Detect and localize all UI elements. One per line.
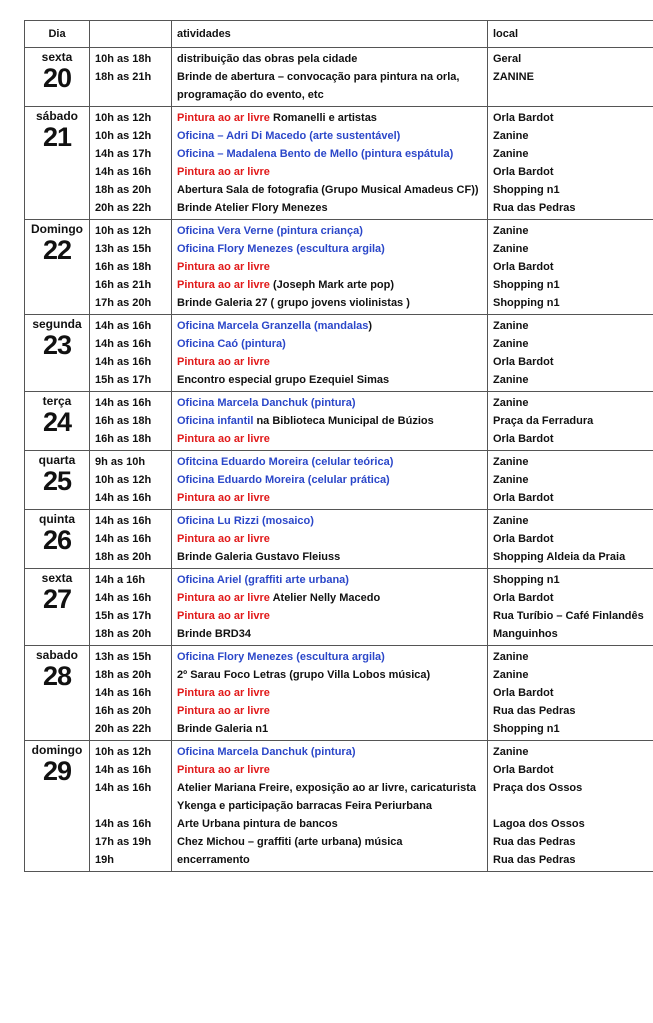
- activities-cell: [172, 741, 488, 872]
- time-slot: 19h: [95, 854, 114, 866]
- activities-cell: [172, 107, 488, 220]
- day-cell: [25, 392, 90, 451]
- activity-text: Oficina Marcela Granzella (mandalas: [177, 320, 369, 332]
- day-cell: [25, 510, 90, 569]
- activity-line: [177, 589, 482, 607]
- activity-text: Oficina – Adri Di Macedo (arte sustentável): [177, 130, 401, 142]
- day-cell: [25, 741, 90, 872]
- time-cell: [90, 646, 172, 741]
- activity-line: [177, 412, 482, 430]
- activity-line: [177, 815, 482, 833]
- activity-line: [177, 453, 482, 471]
- activity-line: [177, 571, 482, 589]
- activity-text: Oficina Vera Verne (pintura criança): [177, 225, 363, 237]
- schedule-table: [24, 20, 653, 872]
- activity-line: [177, 797, 482, 815]
- table-row: [25, 315, 653, 392]
- time-slot: 18h as 21h: [95, 71, 152, 83]
- day-name: sabado: [35, 648, 78, 662]
- time-slot: 16h as 20h: [95, 705, 152, 717]
- day-number: 28: [42, 661, 72, 691]
- activity-text: na Biblioteca Municipal de Búzios: [253, 415, 434, 427]
- place-cell: [488, 646, 653, 741]
- activity-line: [177, 702, 482, 720]
- activity-line: [177, 86, 482, 104]
- place-name: Shopping n1: [493, 279, 560, 291]
- place-cell: [488, 569, 653, 646]
- time-cell: [90, 107, 172, 220]
- header-activities: atividades: [172, 21, 488, 48]
- activity-text: ): [368, 320, 373, 332]
- time-slot: 14h a 16h: [95, 574, 146, 586]
- place-name: Zanine: [493, 338, 529, 350]
- activities-cell: [172, 392, 488, 451]
- activities-cell: [172, 510, 488, 569]
- day-number: 24: [42, 407, 72, 437]
- time-slot: 13h as 15h: [95, 243, 152, 255]
- place-name: Zanine: [493, 225, 529, 237]
- activity-text: Pintura ao ar livre: [177, 356, 270, 368]
- activity-line: [177, 471, 482, 489]
- time-slot: 10h as 12h: [95, 225, 152, 237]
- time-cell: [90, 569, 172, 646]
- activity-text: Pintura ao ar livre: [177, 533, 270, 545]
- day-number: 25: [42, 466, 72, 496]
- place-name: Zanine: [493, 651, 529, 663]
- table-row: [25, 392, 653, 451]
- time-slot: 10h as 12h: [95, 474, 152, 486]
- time-slot: 14h as 16h: [95, 818, 152, 830]
- activity-line: [177, 335, 482, 353]
- place-name: Rua Turíbio – Café Finlandês: [493, 610, 644, 622]
- activity-text: distribuição das obras pela cidade: [177, 53, 358, 65]
- activity-line: [177, 127, 482, 145]
- activity-line: [177, 512, 482, 530]
- time-slot: 14h as 16h: [95, 338, 152, 350]
- time-slot: [95, 797, 166, 815]
- activity-text: Atelier Mariana Freire, exposição ao ar livre, caricaturista: [177, 782, 476, 794]
- place-name: ZANINE: [493, 71, 534, 83]
- activities-cell: [172, 48, 488, 107]
- time-slot: 14h as 16h: [95, 492, 152, 504]
- activities-cell: [172, 569, 488, 646]
- place-cell: [488, 451, 653, 510]
- activity-text: Brinde Galeria n1: [177, 723, 269, 735]
- activity-line: [177, 163, 482, 181]
- place-name: Praça dos Ossos: [493, 782, 583, 794]
- place-name: Shopping n1: [493, 574, 560, 586]
- activity-line: [177, 353, 482, 371]
- activity-text: Oficina – Madalena Bento de Mello (pintura espátula): [177, 148, 454, 160]
- activity-line: [177, 530, 482, 548]
- time-slot: 14h as 16h: [95, 533, 152, 545]
- time-slot: 14h as 16h: [95, 166, 152, 178]
- activity-line: [177, 68, 482, 86]
- day-cell: [25, 107, 90, 220]
- activity-text: Pintura ao ar livre: [177, 610, 270, 622]
- activity-line: [177, 258, 482, 276]
- place-name: Shopping n1: [493, 723, 560, 735]
- time-slot: 14h as 16h: [95, 782, 152, 794]
- time-slot: 18h as 20h: [95, 551, 152, 563]
- activity-text: Oficina Flory Menezes (escultura argila): [177, 651, 385, 663]
- activity-line: [177, 666, 482, 684]
- day-name: domingo: [31, 743, 83, 757]
- time-slot: 20h as 22h: [95, 723, 152, 735]
- table-row: [25, 510, 653, 569]
- place-name: Zanine: [493, 130, 529, 142]
- activity-text: Ofitcina Eduardo Moreira (celular teórica): [177, 456, 394, 468]
- time-cell: [90, 451, 172, 510]
- activity-text: Brinde Galeria Gustavo Fleiuss: [177, 551, 341, 563]
- day-cell: [25, 220, 90, 315]
- day-number: 22: [42, 235, 72, 265]
- time-cell: [90, 220, 172, 315]
- place-cell: [488, 741, 653, 872]
- place-name: Orla Bardot: [493, 492, 554, 504]
- time-cell: [90, 741, 172, 872]
- day-cell: [25, 451, 90, 510]
- place-name: Geral: [493, 53, 522, 65]
- day-number: 20: [42, 63, 72, 93]
- place-name: Rua das Pedras: [493, 854, 576, 866]
- day-name: sábado: [35, 109, 78, 123]
- activity-line: [177, 489, 482, 507]
- table-row: [25, 569, 653, 646]
- activity-text: Pintura ao ar livre: [177, 764, 270, 776]
- time-cell: [90, 510, 172, 569]
- time-cell: [90, 48, 172, 107]
- activity-line: [177, 317, 482, 335]
- activity-line: [177, 371, 482, 389]
- table-row: [25, 451, 653, 510]
- time-slot: 14h as 16h: [95, 515, 152, 527]
- activity-line: [177, 222, 482, 240]
- activity-line: [177, 109, 482, 127]
- place-cell: [488, 107, 653, 220]
- time-slot: 14h as 16h: [95, 397, 152, 409]
- day-name: quarta: [38, 453, 76, 467]
- day-number: 23: [42, 330, 72, 360]
- day-name: sexta: [41, 571, 73, 585]
- activity-text: Atelier Nelly Macedo: [269, 592, 381, 604]
- table-body: [25, 48, 653, 872]
- activity-text: Chez Michou – graffiti (arte urbana) música: [177, 836, 403, 848]
- activity-text: Oficina Flory Menezes (escultura argila): [177, 243, 385, 255]
- activity-text: Oficina Ariel (graffiti arte urbana): [177, 574, 349, 586]
- day-name: Domingo: [31, 222, 83, 236]
- day-name: sexta: [41, 50, 73, 64]
- place-name: Zanine: [493, 148, 529, 160]
- place-name: Orla Bardot: [493, 356, 554, 368]
- day-name: terça: [42, 394, 72, 408]
- activity-text: Pintura ao ar livre: [177, 279, 270, 291]
- place-name: Zanine: [493, 456, 529, 468]
- time-slot: 10h as 12h: [95, 746, 152, 758]
- place-name: Orla Bardot: [493, 112, 554, 124]
- place-name: [493, 797, 648, 815]
- activity-line: [177, 720, 482, 738]
- place-cell: [488, 48, 653, 107]
- table-row: [25, 220, 653, 315]
- place-name: Zanine: [493, 515, 529, 527]
- place-name: Orla Bardot: [493, 433, 554, 445]
- time-slot: 16h as 18h: [95, 415, 152, 427]
- day-cell: [25, 569, 90, 646]
- time-cell: [90, 315, 172, 392]
- header-place: local: [488, 21, 653, 48]
- day-cell: [25, 48, 90, 107]
- table-header: [25, 21, 653, 48]
- place-name: Shopping Aldeia da Praia: [493, 551, 626, 563]
- activity-text: Brinde Atelier Flory Menezes: [177, 202, 328, 214]
- activity-line: [177, 181, 482, 199]
- place-cell: [488, 220, 653, 315]
- time-slot: 14h as 16h: [95, 592, 152, 604]
- place-name: Zanine: [493, 243, 529, 255]
- place-name: Zanine: [493, 474, 529, 486]
- place-name: Manguinhos: [493, 628, 558, 640]
- activity-line: [177, 199, 482, 217]
- place-cell: [488, 315, 653, 392]
- activity-text: Brinde Galeria 27 ( grupo jovens violinistas ): [177, 297, 410, 309]
- activity-text: Pintura ao ar livre: [177, 705, 270, 717]
- time-slot: 16h as 18h: [95, 261, 152, 273]
- activity-text: Abertura Sala de fotografia (Grupo Musical Amadeus CF)): [177, 184, 479, 196]
- activity-line: [177, 648, 482, 666]
- activity-text: encerramento: [177, 854, 250, 866]
- time-slot: 18h as 20h: [95, 669, 152, 681]
- table-row: [25, 646, 653, 741]
- place-name: Rua das Pedras: [493, 836, 576, 848]
- place-name: Zanine: [493, 374, 529, 386]
- day-cell: [25, 646, 90, 741]
- place-name: Orla Bardot: [493, 687, 554, 699]
- activity-line: [177, 684, 482, 702]
- activity-text: Pintura ao ar livre: [177, 592, 270, 604]
- time-slot: 13h as 15h: [95, 651, 152, 663]
- place-name: Orla Bardot: [493, 764, 554, 776]
- time-slot: 16h as 18h: [95, 433, 152, 445]
- activity-line: [177, 240, 482, 258]
- table-row: [25, 107, 653, 220]
- activity-text: Ykenga e participação barracas Feira Periurbana: [177, 800, 432, 812]
- activity-text: Brinde BRD34: [177, 628, 251, 640]
- header-row: [25, 21, 653, 48]
- day-number: 27: [42, 584, 72, 614]
- time-slot: 15h as 17h: [95, 374, 152, 386]
- activity-text: Oficina Eduardo Moreira (celular prática): [177, 474, 390, 486]
- time-slot: 18h as 20h: [95, 184, 152, 196]
- day-name: segunda: [32, 317, 82, 331]
- time-slot: 18h as 20h: [95, 628, 152, 640]
- time-slot: 10h as 12h: [95, 112, 152, 124]
- time-slot: 9h as 10h: [95, 456, 146, 468]
- activity-line: [177, 430, 482, 448]
- header-day: Dia: [25, 21, 90, 48]
- activity-text: Encontro especial grupo Ezequiel Simas: [177, 374, 390, 386]
- time-slot: 15h as 17h: [95, 610, 152, 622]
- day-name: quinta: [39, 512, 75, 526]
- place-name: Orla Bardot: [493, 166, 554, 178]
- activity-text: Oficina Lu Rizzi (mosaico): [177, 515, 314, 527]
- time-slot: 14h as 16h: [95, 356, 152, 368]
- place-name: Rua das Pedras: [493, 202, 576, 214]
- time-slot: 14h as 16h: [95, 320, 152, 332]
- activity-text: Oficina infantil: [177, 415, 254, 427]
- time-slot: 14h as 16h: [95, 687, 152, 699]
- day-cell: [25, 315, 90, 392]
- activity-text: Pintura ao ar livre: [177, 433, 270, 445]
- activity-text: Arte Urbana pintura de bancos: [177, 818, 338, 830]
- place-cell: [488, 510, 653, 569]
- activities-cell: [172, 220, 488, 315]
- activities-cell: [172, 315, 488, 392]
- activity-line: [177, 851, 482, 869]
- activity-line: [177, 145, 482, 163]
- activity-text: Oficina Marcela Danchuk (pintura): [177, 397, 356, 409]
- activity-line: [177, 833, 482, 851]
- place-name: Zanine: [493, 746, 529, 758]
- day-number: 26: [42, 525, 72, 555]
- place-name: Praça da Ferradura: [493, 415, 594, 427]
- activity-line: [177, 50, 482, 68]
- activity-text: Oficina Marcela Danchuk (pintura): [177, 746, 356, 758]
- activity-text: (Joseph Mark arte pop): [269, 279, 395, 291]
- time-slot: 17h as 19h: [95, 836, 152, 848]
- time-slot: 10h as 12h: [95, 130, 152, 142]
- time-slot: 17h as 20h: [95, 297, 152, 309]
- activity-text: Pintura ao ar livre: [177, 492, 270, 504]
- place-name: Orla Bardot: [493, 592, 554, 604]
- day-number: 29: [42, 756, 72, 786]
- activity-line: [177, 548, 482, 566]
- activity-line: [177, 394, 482, 412]
- place-name: Lagoa dos Ossos: [493, 818, 585, 830]
- activity-line: [177, 625, 482, 643]
- activities-cell: [172, 646, 488, 741]
- header-time: [90, 21, 172, 48]
- activities-cell: [172, 451, 488, 510]
- activity-line: [177, 779, 482, 797]
- place-name: Zanine: [493, 320, 529, 332]
- table-row: [25, 741, 653, 872]
- activity-text: Romanelli e artistas: [269, 112, 377, 124]
- activity-text: Pintura ao ar livre: [177, 112, 270, 124]
- time-slot: 16h as 21h: [95, 279, 152, 291]
- place-name: Orla Bardot: [493, 261, 554, 273]
- day-number: 21: [42, 122, 72, 152]
- time-slot: 14h as 16h: [95, 764, 152, 776]
- time-cell: [90, 392, 172, 451]
- activity-text: Oficina Caó (pintura): [177, 338, 286, 350]
- activity-line: [177, 761, 482, 779]
- place-name: Zanine: [493, 397, 529, 409]
- activity-line: [177, 294, 482, 312]
- place-name: Rua das Pedras: [493, 705, 576, 717]
- activity-text: Pintura ao ar livre: [177, 166, 270, 178]
- activity-text: programação do evento, etc: [177, 89, 324, 101]
- place-name: Zanine: [493, 669, 529, 681]
- time-slot: 14h as 17h: [95, 148, 152, 160]
- table-row: [25, 48, 653, 107]
- activity-text: 2º Sarau Foco Letras (grupo Villa Lobos música): [177, 669, 431, 681]
- place-name: Orla Bardot: [493, 533, 554, 545]
- time-slot: 20h as 22h: [95, 202, 152, 214]
- activity-line: [177, 607, 482, 625]
- activity-text: Brinde de abertura – convocação para pintura na orla,: [177, 71, 460, 83]
- place-cell: [488, 392, 653, 451]
- activity-text: Pintura ao ar livre: [177, 687, 270, 699]
- activity-line: [177, 276, 482, 294]
- place-name: Shopping n1: [493, 297, 560, 309]
- activity-text: Pintura ao ar livre: [177, 261, 270, 273]
- place-name: Shopping n1: [493, 184, 560, 196]
- time-slot: 10h as 18h: [95, 53, 152, 65]
- activity-line: [177, 743, 482, 761]
